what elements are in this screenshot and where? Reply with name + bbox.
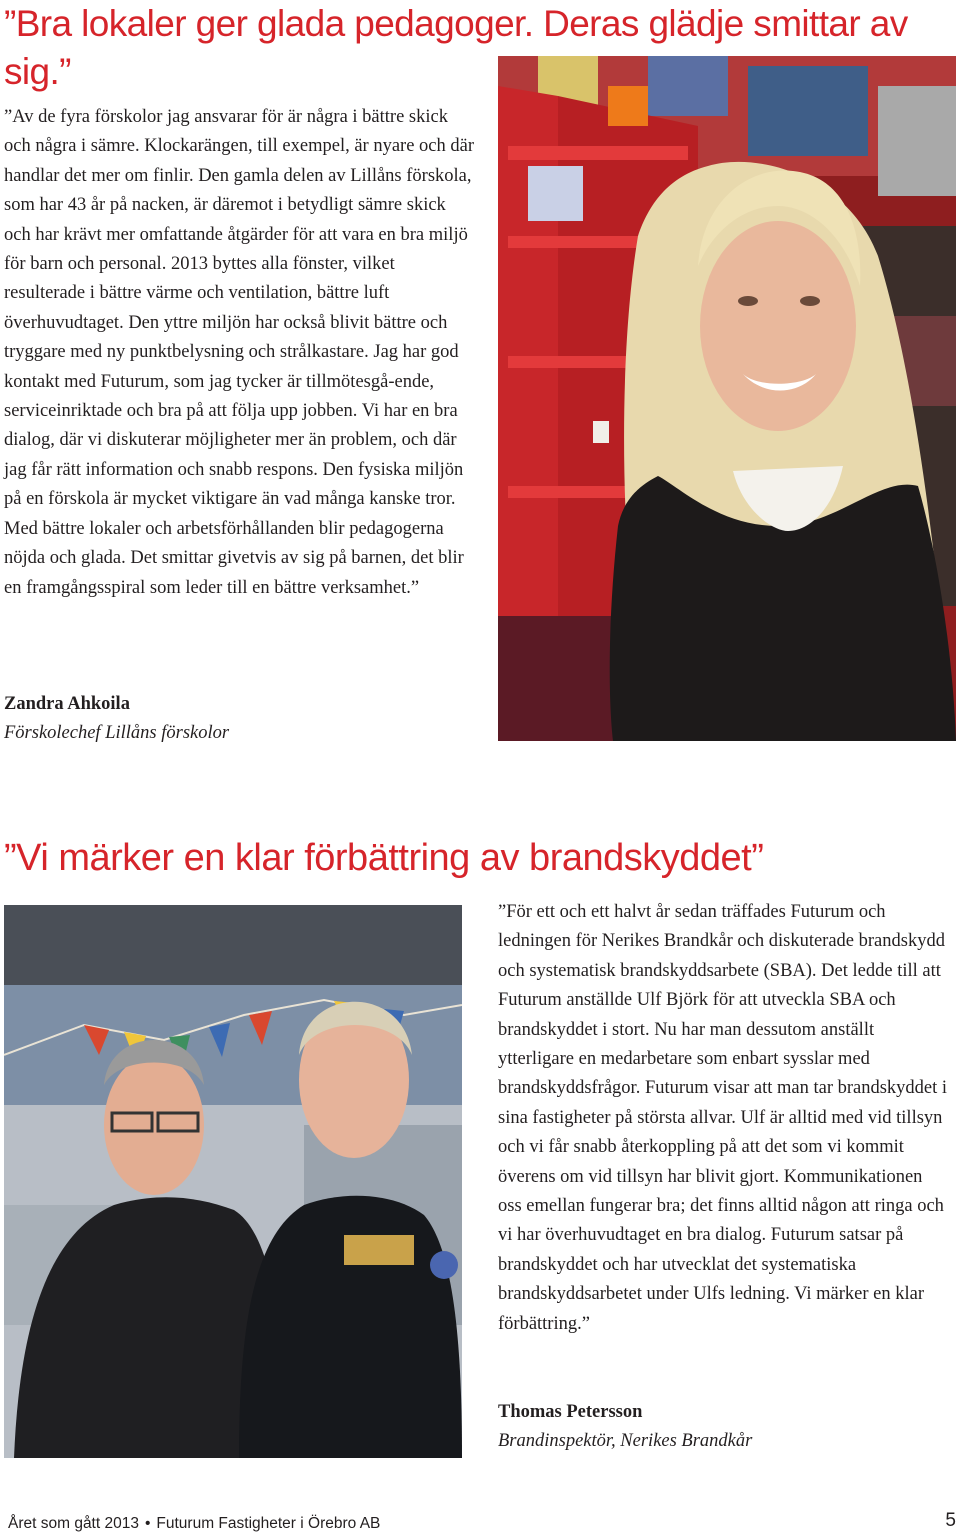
quote-text-2: ”För ett och ett halvt år sedan träffades Futurum och ledningen för Nerikes Brandkår och diskuterade brandskydd och systematisk brandskyddsarbete (SBA). Det ledde till att Futurum anställde Ulf Björk för att utveckla SBA och brandskyddet i stort. Nu har man dessutom anställt ytterligare en medarbetare som enbart sysslar med brandskyddsfrågor. Futurum visar att man tar brandskyddet i sina fastigheter på största allvar. Ulf är alltid med vid tillsyn och vi får snabb återkoppling på att det som vi kommit överens om vid tillsyn har blivit gjort. Kommunikationen oss emellan fungerar bra; det finns alltid någon att ringa och vi har överhuvudtaget en bra dialog. Futurum satsar på brandskyddet och har utvecklat det systematiska brandskyddsarbetet under Ulfs ledning. Vi märker en klar förbättring.” xyxy=(498,902,948,1334)
page-footer xyxy=(8,1510,958,1535)
headline-2: ”Vi märker en klar förbättring av brandskyddet” xyxy=(4,837,764,879)
photo-fire-safety-team xyxy=(4,905,462,1458)
footer-company: Futurum Fastigheter i Örebro AB xyxy=(156,1515,381,1532)
quote-text-1: ”Av de fyra förskolor jag ansvarar för är några i bättre skick och några i sämre. Klockarängen, till exempel, är nyare och där handlar det mer om finlir. Den gamla delen av Lillåns förskola, som har 43 år på nacken, är däremot i betydligt sämre skick och har krävt mer omfattande åtgärder för att vara en bra miljö för barn och personal. 2013 byttes alla fönster, vilket resulterade i bättre värme och ventilation, bättre luft överhuvudtaget. Den yttre miljön har också blivit bättre och tryggare med ny punktbelysning och strålkastare. Jag har god kontakt med Futurum, som jag tycker är tillmötesgå-ende, serviceinriktade och bra på att följa upp jobben. Vi har en bra dialog, där vi diskuterar möjligheter mer än problem, och där jag får rätt information och snabb respons. Den fysiska miljön på en förskola är mycket viktigare än vad många kanske tror. Med bättre lokaler och arbetsförhållanden blir pedagogerna nöjda och glada. Det smittar givetvis av sig på barnen, det blir en framgångsspiral som leder till en bättre verksamhet.” xyxy=(4,107,474,598)
headline-1: ”Bra lokaler ger glada pedagoger. Deras glädje smittar av sig.” xyxy=(4,3,908,92)
signature-title-2: Brandinspektör, Nerikes Brandkår xyxy=(498,1431,753,1451)
footer-separator: • xyxy=(144,1515,151,1532)
signature-name-1: Zandra Ahkoila xyxy=(4,694,130,714)
photo-preschool-manager xyxy=(498,56,956,741)
signature-name-2: Thomas Petersson xyxy=(498,1402,643,1422)
signature-title-1: Förskolechef Lillåns förskolor xyxy=(4,723,230,743)
footer-publication: Året som gått 2013 xyxy=(8,1515,139,1532)
page-number: 5 xyxy=(945,1510,956,1531)
